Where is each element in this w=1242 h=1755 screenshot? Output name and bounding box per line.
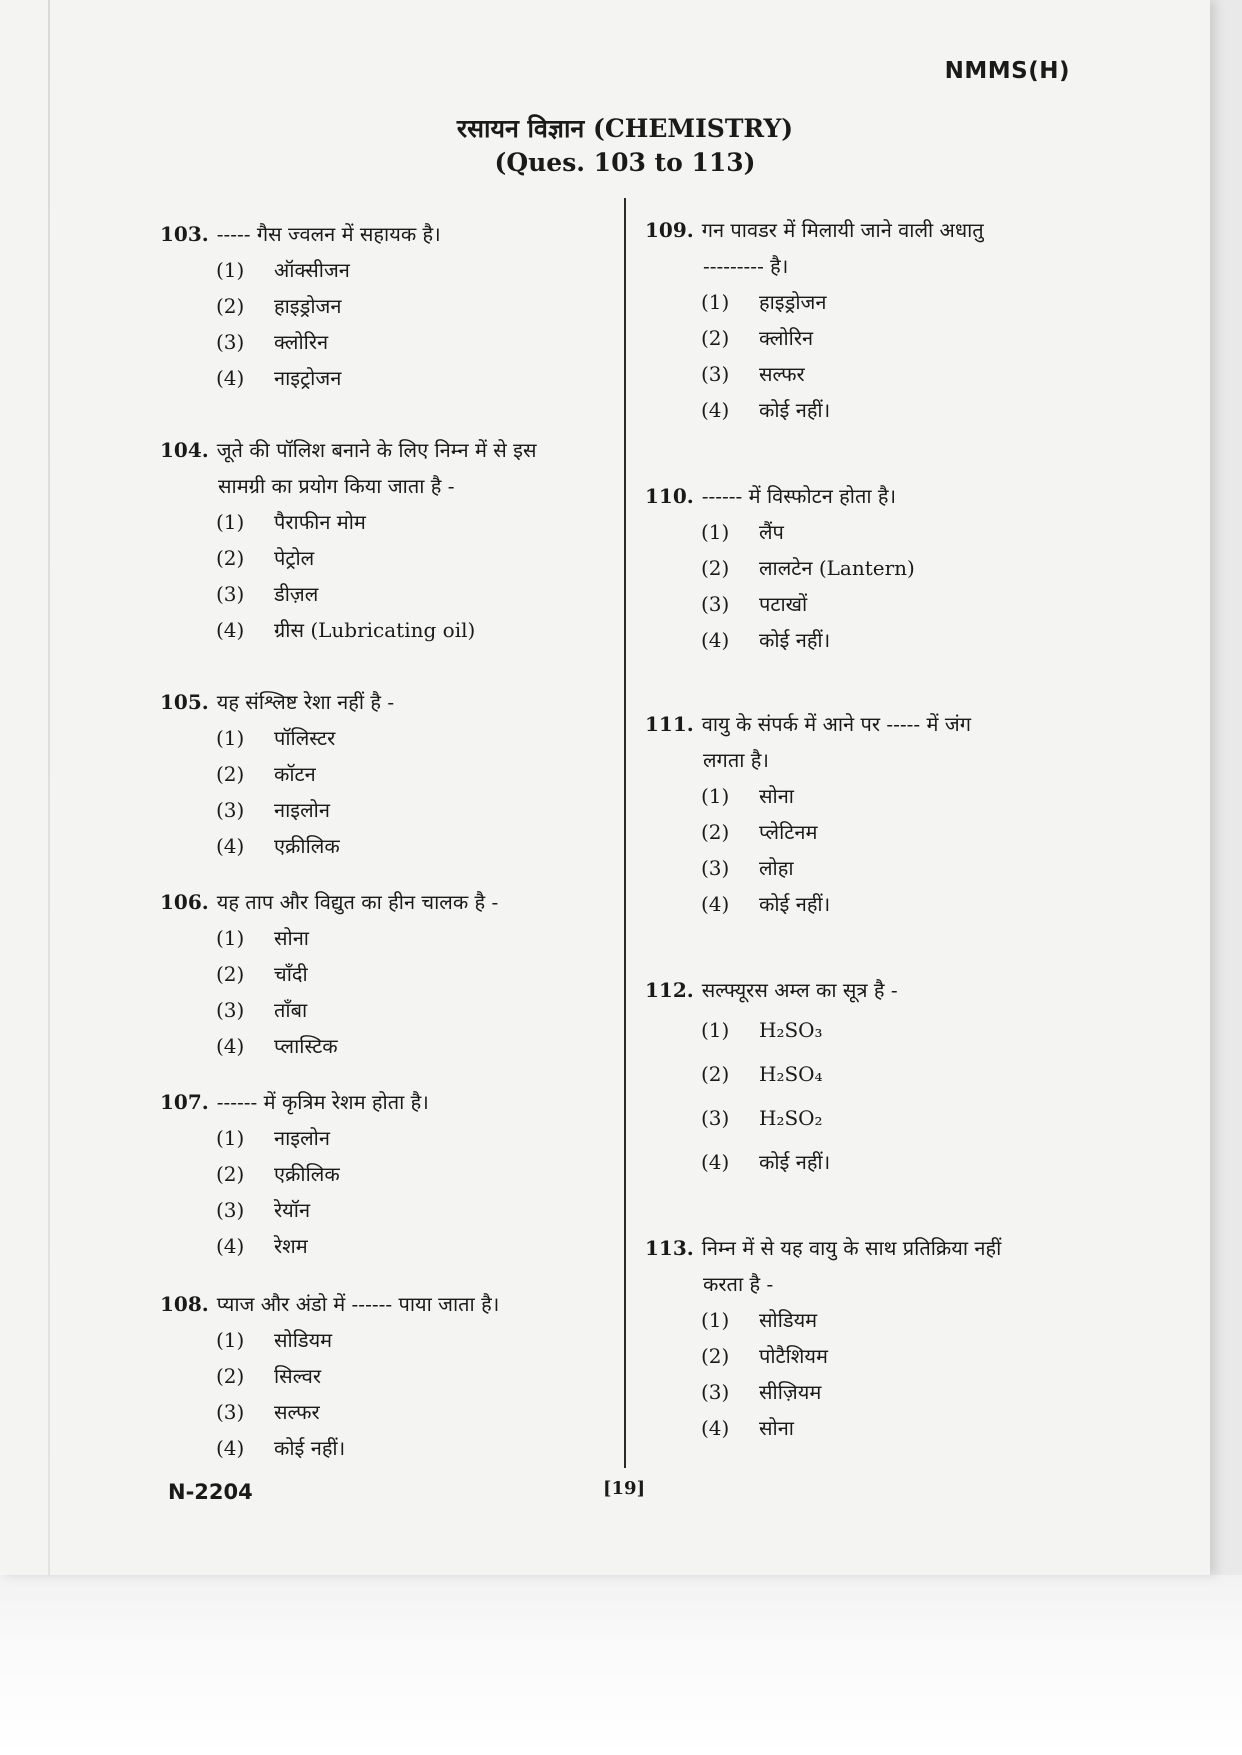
question-text: ----- गैस ज्वलन में सहायक है। bbox=[216, 222, 441, 246]
question-103 bbox=[160, 216, 615, 396]
option-2: (2) लालटेन (Lantern) bbox=[701, 556, 915, 580]
section-title-range: (Ques. 103 to 113) bbox=[494, 148, 756, 177]
option-4: (4) ग्रीस (Lubricating oil) bbox=[216, 618, 476, 642]
question-107 bbox=[160, 1084, 615, 1264]
question-number: 104. bbox=[160, 438, 209, 462]
page-fold-line bbox=[48, 0, 50, 1575]
option-3: (3) पटाखों bbox=[701, 592, 808, 616]
question-text: निम्न में से यह वायु के साथ प्रतिक्रिया नहीं bbox=[701, 1236, 1002, 1260]
question-111 bbox=[645, 706, 1105, 922]
option-2: (2) पेट्रोल bbox=[216, 546, 315, 570]
question-text: प्याज और अंडो में ------ पाया जाता है। bbox=[216, 1292, 500, 1316]
option-3: (3) सल्फर bbox=[701, 362, 805, 386]
option-3: (3) लोहा bbox=[701, 856, 794, 880]
option-3: (3) H₂SO₂ bbox=[701, 1106, 823, 1130]
question-109 bbox=[645, 212, 1105, 428]
option-3: (3) क्लोरिन bbox=[216, 330, 329, 354]
question-number: 105. bbox=[160, 690, 209, 714]
option-3: (3) सल्फर bbox=[216, 1400, 320, 1424]
question-104 bbox=[160, 432, 615, 648]
option-2: (2) पोटैशियम bbox=[701, 1344, 828, 1368]
question-number: 109. bbox=[645, 218, 694, 242]
option-1: (1) पॉलिस्टर bbox=[216, 726, 336, 750]
question-text: यह संश्लिष्ट रेशा नहीं है - bbox=[216, 690, 395, 714]
question-text: गन पावडर में मिलायी जाने वाली अधातु bbox=[701, 218, 984, 242]
option-2: (2) क्लोरिन bbox=[701, 326, 814, 350]
question-text: ------ में कृत्रिम रेशम होता है। bbox=[216, 1090, 429, 1114]
option-3: (3) ताँबा bbox=[216, 998, 308, 1022]
formula: H₂SO₂ bbox=[759, 1106, 823, 1130]
option-4: (4) कोई नहीं। bbox=[216, 1436, 346, 1460]
option-1: (1) सोना bbox=[216, 926, 309, 950]
option-1: (1) लैंप bbox=[701, 520, 784, 544]
question-text-continued: --------- है। bbox=[703, 254, 789, 278]
question-text: सल्फ्यूरस अम्ल का सूत्र है - bbox=[701, 978, 898, 1002]
option-2: (2) सिल्वर bbox=[216, 1364, 322, 1388]
question-number: 106. bbox=[160, 890, 209, 914]
formula: H₂SO₄ bbox=[759, 1062, 823, 1086]
option-1: (1) नाइलोन bbox=[216, 1126, 330, 1150]
option-2: (2) चाँदी bbox=[216, 962, 308, 986]
option-1: (1) हाइड्रोजन bbox=[701, 290, 827, 314]
option-4: (4) प्लास्टिक bbox=[216, 1034, 338, 1058]
option-1: (1) सोना bbox=[701, 784, 794, 808]
question-number: 113. bbox=[645, 1236, 694, 1260]
paper-code: NMMS(H) bbox=[944, 58, 1070, 84]
question-110 bbox=[645, 478, 1105, 658]
question-105 bbox=[160, 684, 615, 864]
page-number: [19] bbox=[603, 1478, 646, 1499]
question-text: ------ में विस्फोटन होता है। bbox=[701, 484, 897, 508]
question-number: 112. bbox=[645, 978, 694, 1002]
option-3: (3) डीज़ल bbox=[216, 582, 319, 606]
option-4: (4) नाइट्रोजन bbox=[216, 366, 342, 390]
question-text: वायु के संपर्क में आने पर ----- में जंग bbox=[701, 712, 971, 736]
section-title-subject: रसायन विज्ञान (CHEMISTRY) bbox=[456, 114, 794, 143]
option-4: (4) कोई नहीं। bbox=[701, 892, 831, 916]
option-1: (1) H₂SO₃ bbox=[701, 1018, 823, 1042]
question-text: जूते की पॉलिश बनाने के लिए निम्न में से इस bbox=[216, 438, 537, 462]
question-113 bbox=[645, 1230, 1105, 1446]
option-4: (4) एक्रीलिक bbox=[216, 834, 340, 858]
option-4: (4) सोना bbox=[701, 1416, 794, 1440]
question-number: 111. bbox=[645, 712, 694, 736]
option-1: (1) ऑक्सीजन bbox=[216, 258, 350, 282]
option-2: (2) H₂SO₄ bbox=[701, 1062, 823, 1086]
scanner-background bbox=[0, 1575, 1242, 1755]
option-3: (3) नाइलोन bbox=[216, 798, 330, 822]
column-divider bbox=[624, 198, 626, 1468]
option-1: (1) सोडियम bbox=[701, 1308, 818, 1332]
question-108 bbox=[160, 1286, 615, 1466]
option-4: (4) रेशम bbox=[216, 1234, 308, 1258]
booklet-code: N-2204 bbox=[168, 1480, 253, 1504]
option-2: (2) एक्रीलिक bbox=[216, 1162, 340, 1186]
question-text-continued: सामग्री का प्रयोग किया जाता है - bbox=[218, 474, 455, 498]
question-text: यह ताप और विद्युत का हीन चालक है - bbox=[216, 890, 499, 914]
option-1: (1) पैराफीन मोम bbox=[216, 510, 366, 534]
option-4: (4) कोई नहीं। bbox=[701, 398, 831, 422]
option-3: (3) सीज़ियम bbox=[701, 1380, 822, 1404]
option-2: (2) हाइड्रोजन bbox=[216, 294, 342, 318]
question-106 bbox=[160, 884, 615, 1064]
option-1: (1) सोडियम bbox=[216, 1328, 333, 1352]
question-number: 110. bbox=[645, 484, 694, 508]
question-number: 108. bbox=[160, 1292, 209, 1316]
option-4: (4) कोई नहीं। bbox=[701, 1150, 831, 1174]
formula: H₂SO₃ bbox=[759, 1018, 823, 1042]
question-112 bbox=[645, 972, 1105, 1184]
option-2: (2) कॉटन bbox=[216, 762, 316, 786]
option-2: (2) प्लेटिनम bbox=[701, 820, 818, 844]
question-number: 103. bbox=[160, 222, 209, 246]
section-title bbox=[0, 112, 1242, 180]
question-number: 107. bbox=[160, 1090, 209, 1114]
option-4: (4) कोई नहीं। bbox=[701, 628, 831, 652]
question-text-continued: लगता है। bbox=[703, 748, 769, 772]
question-text-continued: करता है - bbox=[703, 1272, 774, 1296]
option-3: (3) रेयॉन bbox=[216, 1198, 311, 1222]
